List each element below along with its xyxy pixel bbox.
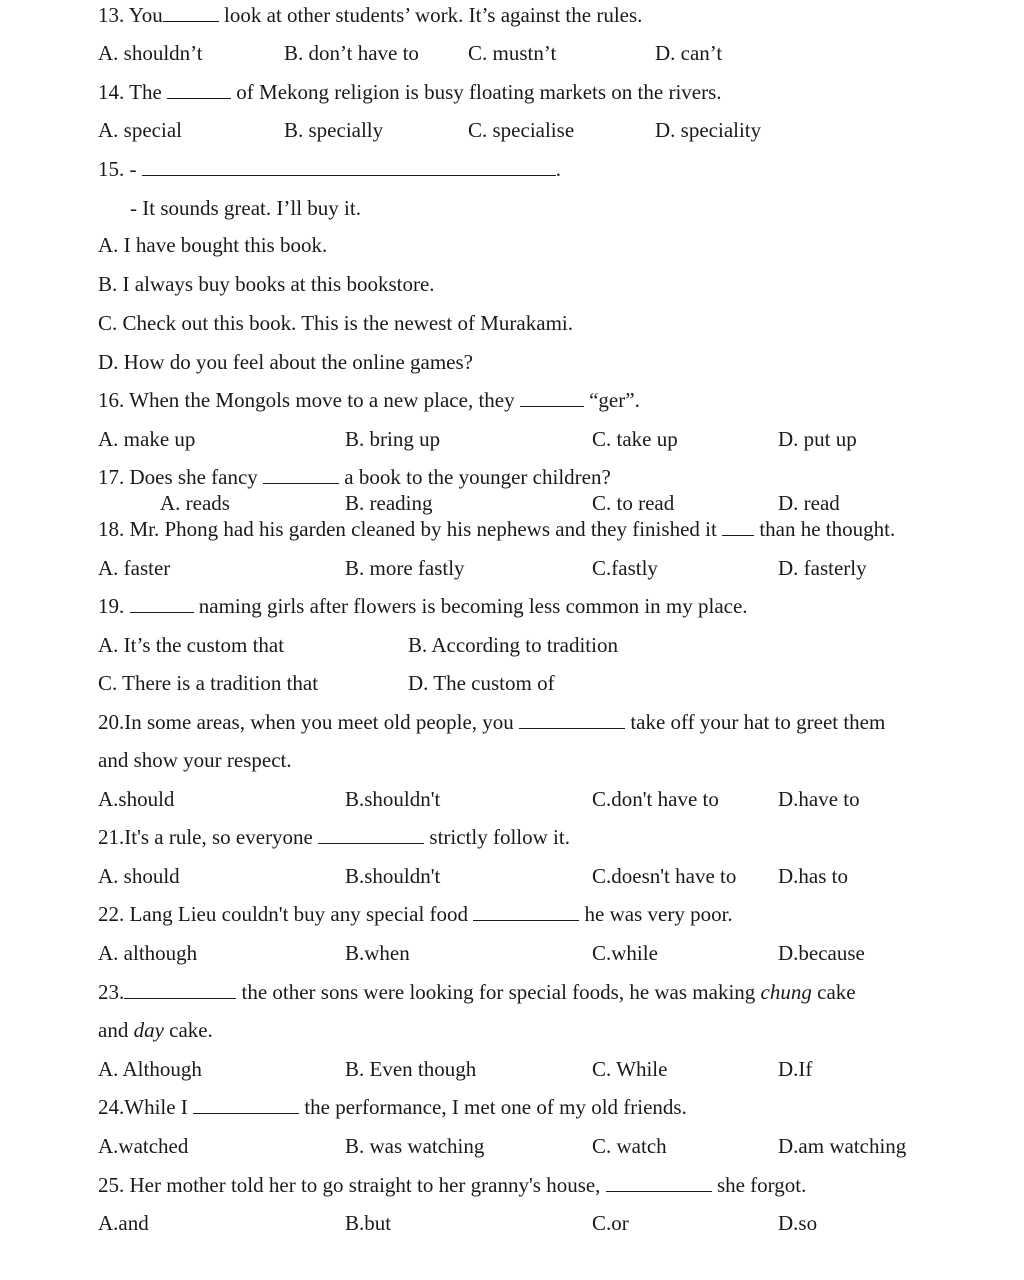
answer-blank[interactable] (163, 3, 219, 22)
question-25-options (98, 1211, 1024, 1235)
question-21-stem: 21.It's a rule, so everyone (98, 825, 313, 849)
question-14 (98, 80, 722, 104)
question-19 (98, 594, 748, 618)
option-d[interactable]: D. read (778, 491, 840, 515)
option-a[interactable]: A.and (98, 1211, 149, 1235)
option-a[interactable]: A. shouldn’t (98, 41, 203, 65)
continuation-text: and (98, 1018, 129, 1042)
continuation-text-end: cake. (169, 1018, 213, 1042)
option-c[interactable]: C. mustn’t (468, 41, 557, 65)
option-b[interactable]: B. I always buy books at this bookstore. (98, 272, 435, 296)
question-19-rest: naming girls after flowers is becoming less common in my place. (198, 594, 748, 618)
question-15 (98, 157, 561, 181)
option-b[interactable]: B.when (345, 941, 410, 965)
option-a[interactable]: A. should (98, 864, 180, 888)
answer-blank[interactable] (124, 980, 236, 999)
question-25-rest: she forgot. (716, 1173, 807, 1197)
answer-blank[interactable] (167, 80, 231, 99)
question-16 (98, 388, 640, 412)
option-c[interactable]: C. There is a tradition that (98, 671, 319, 695)
question-25 (98, 1173, 806, 1197)
question-15-stem: 15. - (98, 157, 137, 181)
option-a[interactable]: A.should (98, 787, 175, 811)
option-b[interactable]: B. reading (345, 491, 433, 515)
question-13-options (98, 41, 1024, 65)
question-15-end: . (555, 157, 561, 181)
option-a[interactable]: A. although (98, 941, 198, 965)
option-a[interactable]: A.watched (98, 1134, 189, 1158)
question-14-stem: 14. The (98, 80, 162, 104)
option-c[interactable]: C. Check out this book. This is the newest of Murakami. (98, 311, 573, 335)
question-24 (98, 1095, 687, 1119)
option-a[interactable]: A. make up (98, 427, 196, 451)
answer-blank[interactable] (519, 710, 625, 729)
answer-blank[interactable] (722, 517, 754, 536)
option-c[interactable]: C. take up (592, 427, 678, 451)
option-d[interactable]: D.has to (778, 864, 848, 888)
question-17 (98, 465, 611, 489)
option-d[interactable]: D. can’t (655, 41, 723, 65)
question-23 (98, 980, 856, 1004)
answer-blank[interactable] (520, 388, 584, 407)
question-20 (98, 710, 885, 734)
question-20-options (98, 787, 1024, 811)
question-22-rest: he was very poor. (584, 902, 733, 926)
question-23-rest: the other sons were looking for special foods, he was making (241, 980, 756, 1004)
option-c[interactable]: C. to read (592, 491, 675, 515)
option-c[interactable]: C.fastly (592, 556, 658, 580)
question-17-options (98, 491, 1024, 515)
question-19-stem: 19. (98, 594, 125, 618)
question-13 (98, 3, 642, 27)
question-24-rest: the performance, I met one of my old friends. (304, 1095, 687, 1119)
question-20-continuation: and show your respect. (98, 748, 292, 772)
answer-blank[interactable] (263, 465, 339, 484)
option-b[interactable]: B.shouldn't (345, 787, 441, 811)
option-b[interactable]: B.but (345, 1211, 392, 1235)
option-c[interactable]: C. While (592, 1057, 668, 1081)
option-a[interactable]: A. reads (160, 491, 230, 515)
question-18-stem: 18. Mr. Phong had his garden cleaned by his nephews and they finished it (98, 517, 717, 541)
question-23-italic-word: chung (760, 980, 812, 1004)
question-17-stem: 17. Does she fancy (98, 465, 258, 489)
option-b[interactable]: B. don’t have to (284, 41, 419, 65)
question-24-options (98, 1134, 1024, 1158)
option-a[interactable]: A. special (98, 118, 182, 142)
answer-blank[interactable] (318, 825, 424, 844)
question-23-options (98, 1057, 1024, 1081)
question-23-italic-word: day (133, 1018, 164, 1042)
question-21-rest: strictly follow it. (429, 825, 570, 849)
option-d[interactable]: D. How do you feel about the online games? (98, 350, 473, 374)
question-20-stem: 20.In some areas, when you meet old people, you (98, 710, 514, 734)
question-19-options-cd (98, 671, 1024, 695)
option-a[interactable]: A. faster (98, 556, 171, 580)
question-23-stem: 23. (98, 980, 125, 1004)
option-a[interactable]: A. It’s the custom that (98, 633, 285, 657)
option-b[interactable]: B. Even though (345, 1057, 477, 1081)
question-22-options (98, 941, 1024, 965)
question-17-rest: a book to the younger children? (344, 465, 611, 489)
question-23-continuation (98, 1018, 213, 1042)
option-d[interactable]: D.so (778, 1211, 818, 1235)
answer-blank[interactable] (130, 594, 194, 613)
question-15-reply: - It sounds great. I’ll buy it. (130, 196, 361, 220)
question-21-options (98, 864, 1024, 888)
option-d[interactable]: D.If (778, 1057, 813, 1081)
question-21 (98, 825, 570, 849)
answer-blank[interactable] (193, 1095, 299, 1114)
answer-blank[interactable] (606, 1173, 712, 1192)
option-c[interactable]: C. watch (592, 1134, 667, 1158)
option-b[interactable]: B. was watching (345, 1134, 485, 1158)
option-b[interactable]: B. bring up (345, 427, 441, 451)
option-b[interactable]: B. more fastly (345, 556, 465, 580)
option-a[interactable]: A. Although (98, 1057, 202, 1081)
question-13-stem: 13. You (98, 3, 163, 27)
option-d[interactable]: D.have to (778, 787, 860, 811)
question-22 (98, 902, 733, 926)
question-16-options (98, 427, 1024, 451)
question-25-stem: 25. Her mother told her to go straight to her granny's house, (98, 1173, 601, 1197)
question-22-stem: 22. Lang Lieu couldn't buy any special food (98, 902, 469, 926)
question-23-rest-end: cake (817, 980, 856, 1004)
question-18-rest: than he thought. (759, 517, 896, 541)
option-d[interactable]: D.because (778, 941, 865, 965)
option-d[interactable]: D. fasterly (778, 556, 867, 580)
question-14-rest: of Mekong religion is busy floating markets on the rivers. (236, 80, 722, 104)
option-a[interactable]: A. I have bought this book. (98, 233, 328, 257)
option-c[interactable]: C. specialise (468, 118, 575, 142)
option-c[interactable]: C.while (592, 941, 658, 965)
option-d[interactable]: D. speciality (655, 118, 762, 142)
question-20-rest: take off your hat to greet them (630, 710, 886, 734)
question-16-rest: “ger”. (589, 388, 640, 412)
answer-blank[interactable] (473, 902, 579, 921)
question-18-options (98, 556, 1024, 580)
option-d[interactable]: D. put up (778, 427, 857, 451)
option-b[interactable]: B. According to tradition (408, 633, 618, 657)
option-c[interactable]: C.or (592, 1211, 629, 1235)
question-24-stem: 24.While I (98, 1095, 188, 1119)
question-14-options (98, 118, 1024, 142)
option-c[interactable]: C.doesn't have to (592, 864, 737, 888)
question-13-rest: look at other students’ work. It’s against the rules. (224, 3, 643, 27)
option-b[interactable]: B.shouldn't (345, 864, 441, 888)
question-18 (98, 517, 895, 541)
option-d[interactable]: D.am watching (778, 1134, 907, 1158)
answer-blank[interactable] (142, 157, 556, 176)
option-d[interactable]: D. The custom of (408, 671, 555, 695)
question-16-stem: 16. When the Mongols move to a new place, they (98, 388, 515, 412)
option-b[interactable]: B. specially (284, 118, 384, 142)
question-19-options-ab (98, 633, 1024, 657)
option-c[interactable]: C.don't have to (592, 787, 719, 811)
